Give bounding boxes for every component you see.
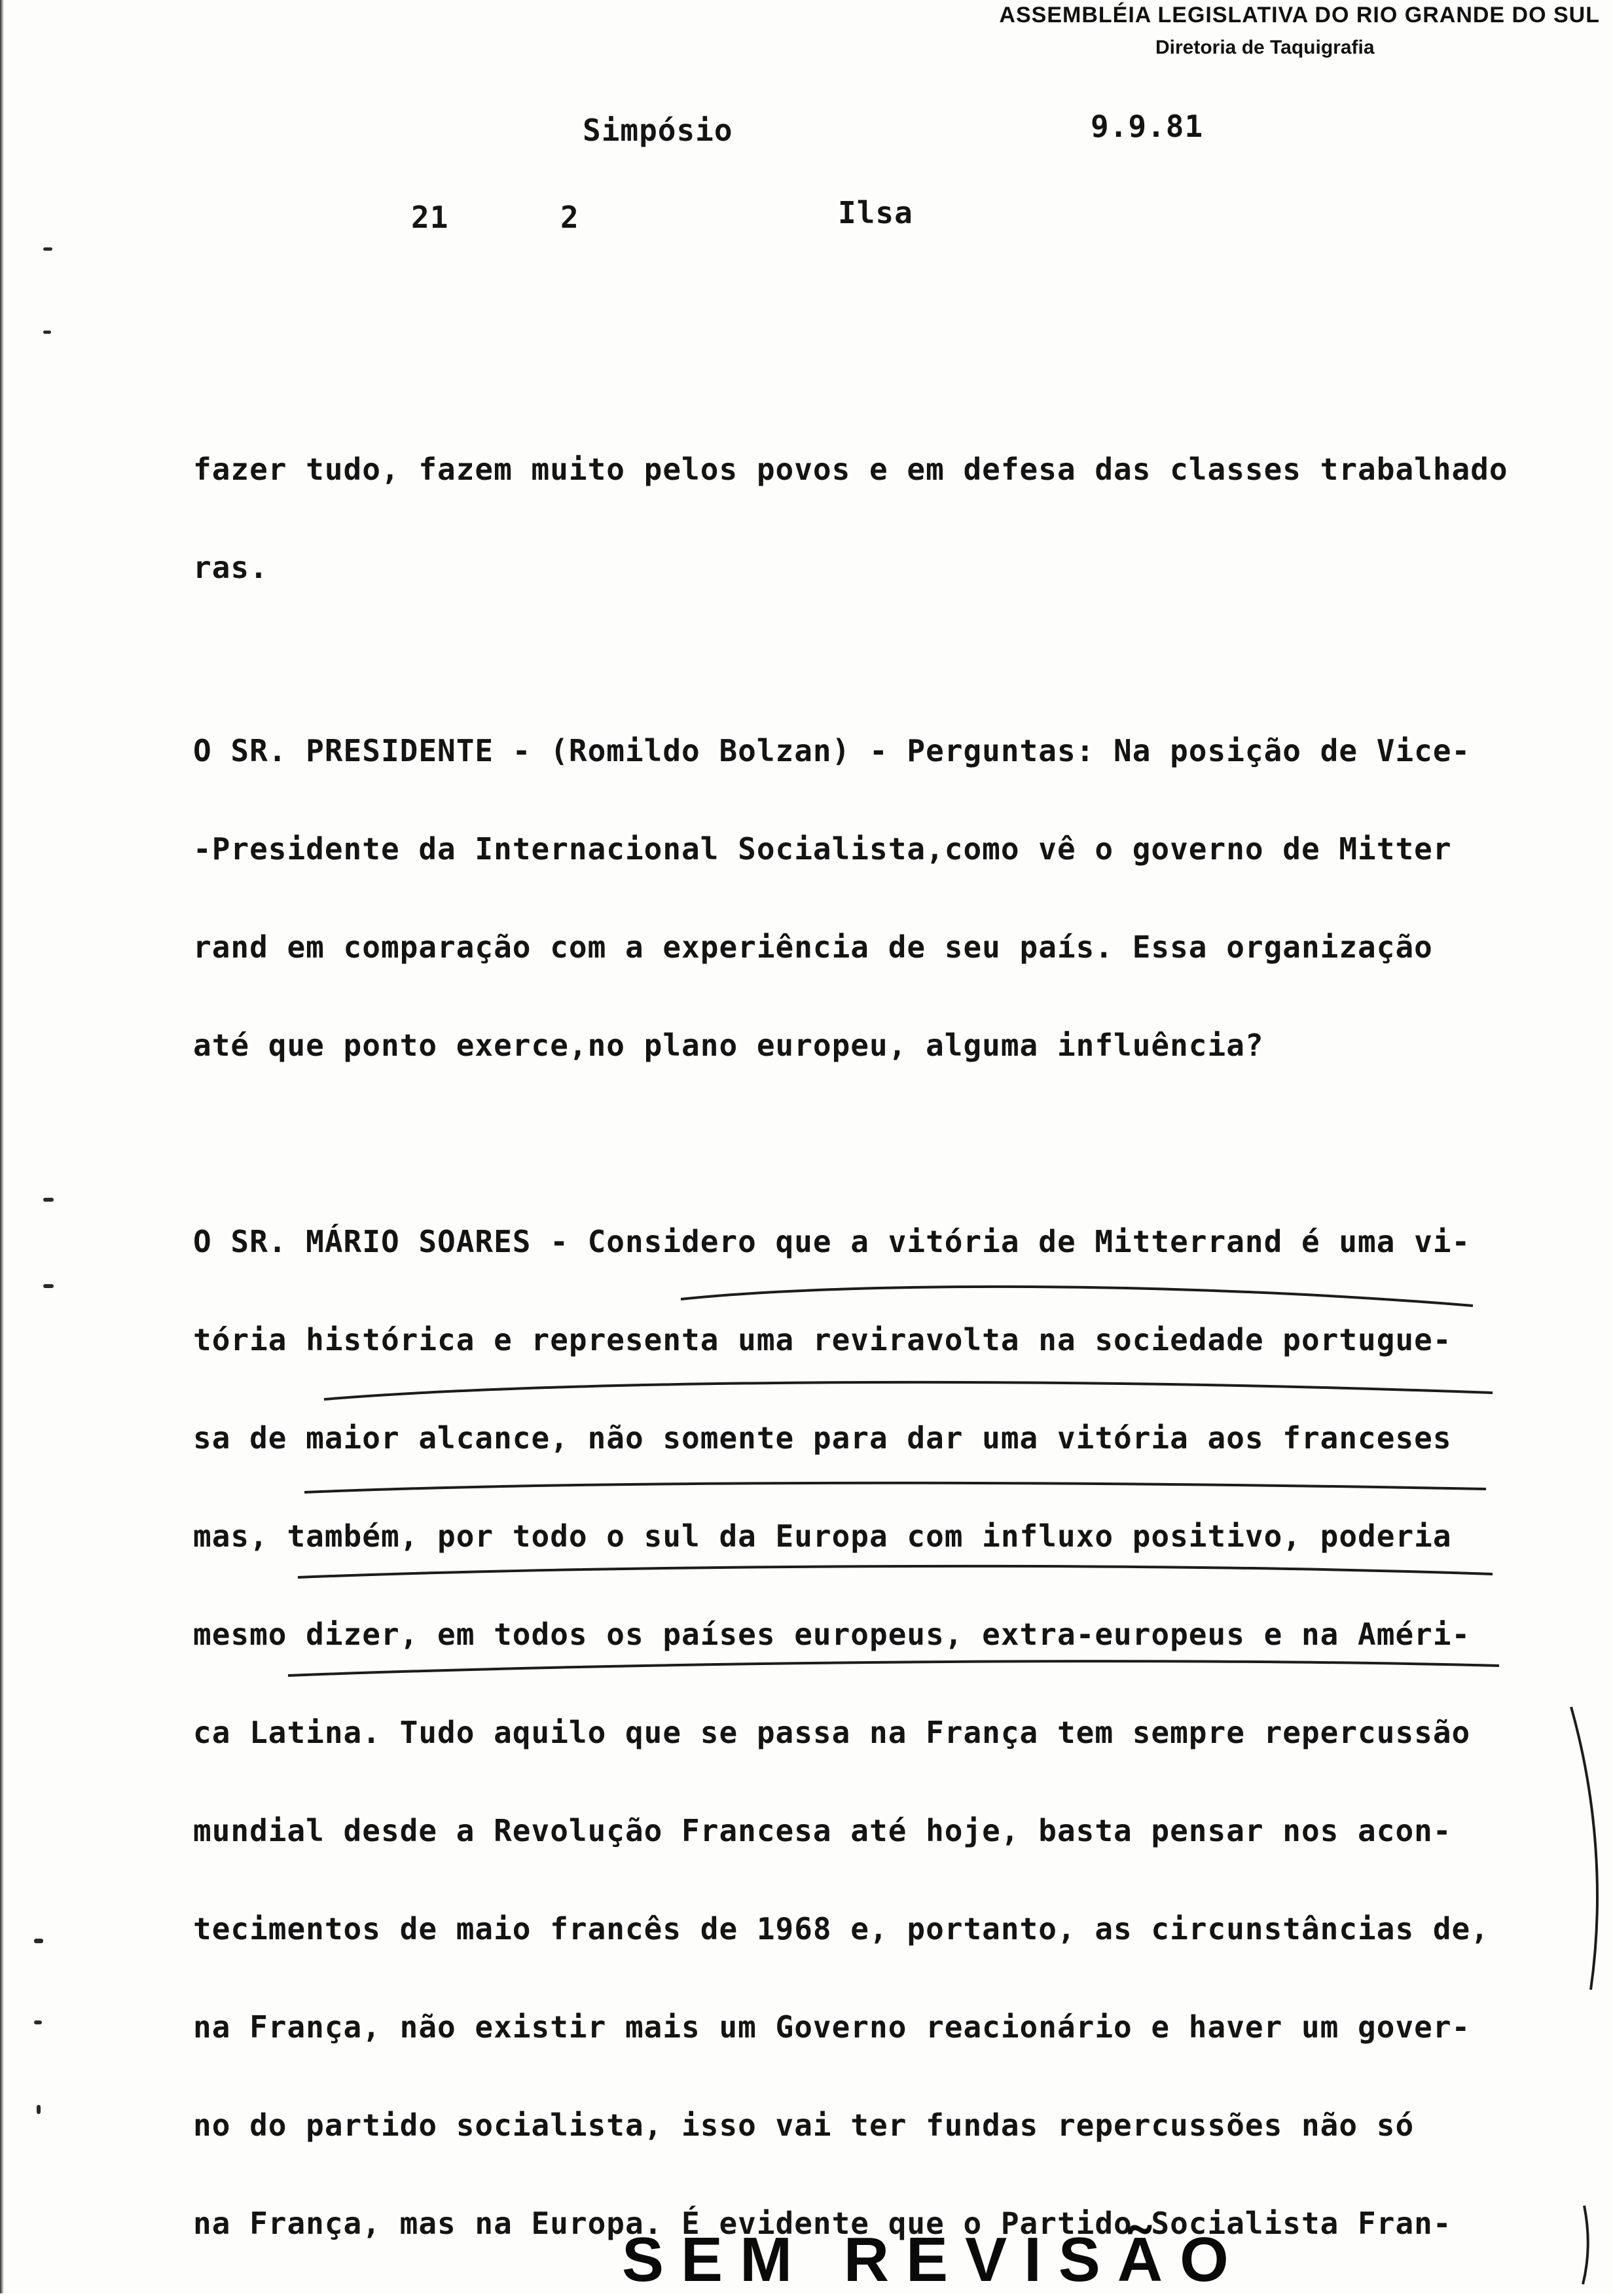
text-line-13: mundial desde a Revolução Francesa até hoje, basta pensar nos acon- <box>193 1813 1452 1848</box>
date-label: 9.9.81 <box>1091 109 1204 144</box>
transcript-number: 21 <box>411 200 449 235</box>
text-line-12: ca Latina. Tudo aquilo que se passa na França tem sempre repercussão <box>193 1715 1471 1750</box>
margin-mark <box>43 1284 54 1288</box>
text-line-8: tória histórica e representa uma reviravolta na sociedade portugue- <box>193 1322 1452 1357</box>
text-line-1: fazer tudo, fazem muito pelos povos e em defesa das classes trabalhado <box>193 452 1508 487</box>
text-line-10: mas, também, por todo o sul da Europa com influxo positivo, poderia <box>193 1518 1452 1554</box>
margin-mark <box>43 331 51 334</box>
text-line-14: tecimentos de maio francês de 1968 e, portanto, as circunstâncias de, <box>193 1911 1489 1946</box>
margin-mark <box>34 2020 42 2024</box>
no-revision-stamp: SEM REVISÃO <box>622 2225 1246 2295</box>
text-line-17: na França, mas na Europa. É evidente que o Partido Socialista Fran- <box>193 2206 1452 2241</box>
margin-mark <box>34 1939 43 1943</box>
text-line-7: O SR. MÁRIO SOARES - Considero que a vitória de Mitterrand é uma vi- <box>193 1224 1471 1259</box>
text-line-5: rand em comparação com a experiência de seu país. Essa organização <box>193 929 1433 965</box>
margin-mark <box>43 1198 54 1202</box>
text-line-15: na França, não existir mais um Governo reacionário e haver um gover- <box>193 2009 1471 2045</box>
text-line-16: no do partido socialista, isso vai ter fundas repercussões não só <box>193 2108 1415 2143</box>
text-line-9: sa de maior alcance, não somente para dar uma vitória aos franceses <box>193 1420 1452 1456</box>
department-header: Diretoria de Taquigrafia <box>1155 37 1375 58</box>
text-line-6: até que ponto exerce,no plano europeu, alguma influência? <box>193 1028 1264 1063</box>
event-label: Simpósio <box>583 113 733 148</box>
margin-mark <box>37 2105 41 2114</box>
sheet-number: 2 <box>560 200 579 235</box>
margin-mark <box>43 247 52 251</box>
text-line-2: ras. <box>193 550 268 585</box>
text-line-3: O SR. PRESIDENTE - (Romildo Bolzan) - Perguntas: Na posição de Vice- <box>193 733 1471 768</box>
institution-header: ASSEMBLÉIA LEGISLATIVA DO RIO GRANDE DO SUL <box>999 3 1600 27</box>
scan-edge <box>0 0 4 2293</box>
stenographer-initials: Ilsa <box>838 195 913 230</box>
text-line-4: -Presidente da Internacional Socialista,como vê o governo de Mitter <box>193 831 1452 867</box>
text-line-11: mesmo dizer, em todos os países europeus, extra-europeus e na Améri- <box>193 1617 1471 1652</box>
